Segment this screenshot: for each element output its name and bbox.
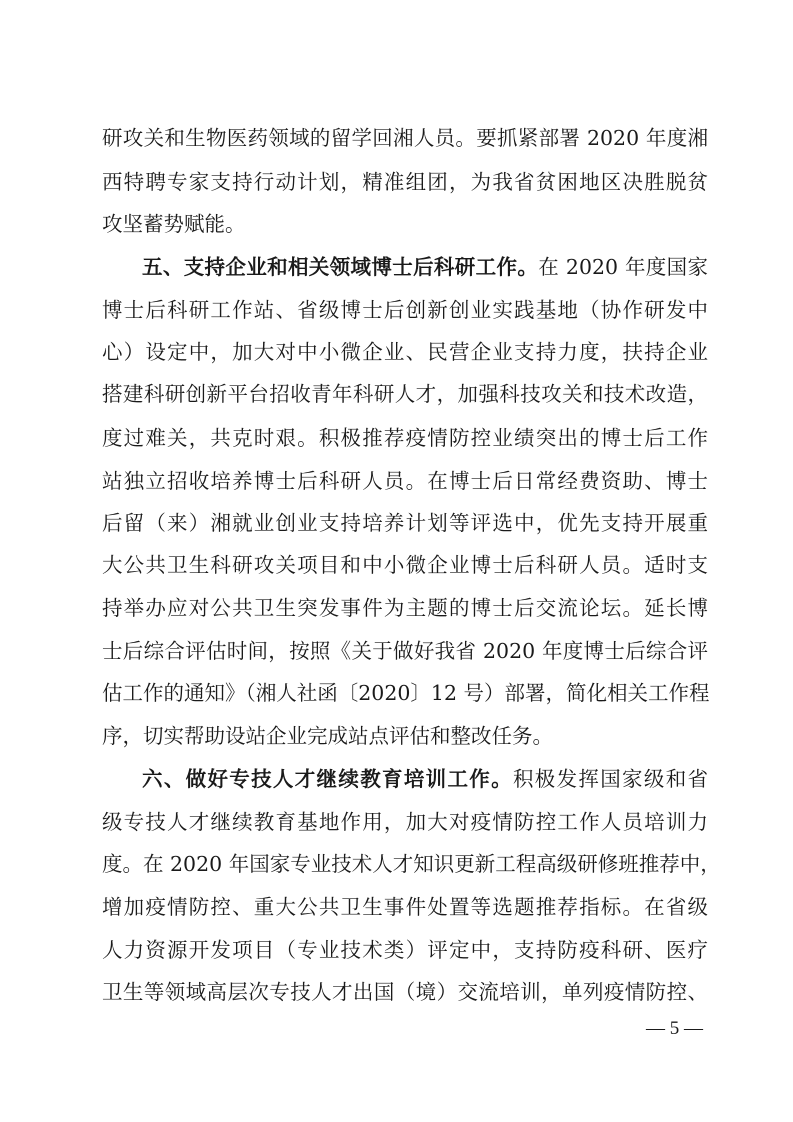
page-number: — 5 — (646, 1018, 703, 1039)
section6-heading: 六、做好专技人才继续教育培训工作。 (142, 767, 513, 791)
body-line: 级专技人才继续教育基地作用，加大对疫情防控工作人员培训力 (102, 810, 708, 834)
body-line: 西特聘专家支持行动计划，精准组团，为我省贫困地区决胜脱贫 (102, 170, 708, 194)
body-line: 估工作的通知》（湘人社函〔2020〕12 号）部署，简化相关工作程 (102, 681, 710, 705)
body-line: 搭建科研创新平台招收青年科研人才，加强科技攻关和技术改造， (102, 382, 708, 406)
body-line: 攻坚蓄势赋能。 (102, 212, 246, 236)
body-line: 序，切实帮助设站企业完成站点评估和整改任务。 (102, 724, 553, 748)
section6-first-line-text: 积极发挥国家级和省 (512, 767, 709, 791)
body-line: 后留（来）湘就业创业支持培养计划等评选中，优先支持开展重 (102, 511, 708, 535)
body-line: 持举办应对公共卫生突发事件为主题的博士后交流论坛。延长博 (102, 596, 708, 620)
section5-heading: 五、支持企业和相关领域博士后科研工作。 (142, 255, 539, 279)
body-line: 度过难关，共克时艰。积极推荐疫情防控业绩突出的博士后工作 (102, 426, 708, 450)
body-line: 增加疫情防控、重大公共卫生事件处置等选题推荐指标。在省级 (102, 895, 708, 919)
body-line: 士后综合评估时间，按照《关于做好我省 2020 年度博士后综合评 (102, 639, 708, 663)
section5-first-line-text: 在 2020 年度国家 (538, 255, 708, 279)
body-line: 度。在 2020 年国家专业技术人才知识更新工程高级研修班推荐中， (102, 852, 721, 876)
section5-first-line (142, 247, 708, 287)
body-line: 大公共卫生科研攻关项目和中小微企业博士后科研人员。适时支 (102, 553, 708, 577)
body-line: 站独立招收培养博士后科研人员。在博士后日常经费资助、博士 (102, 469, 708, 493)
body-line: 人力资源开发项目（专业技术类）评定中，支持防疫科研、医疗 (102, 938, 708, 962)
body-line: 卫生等领域高层次专技人才出国（境）交流培训，单列疫情防控、 (102, 980, 708, 1004)
body-line: 博士后科研工作站、省级博士后创新创业实践基地（协作研发中 (102, 298, 708, 322)
body-line: 心）设定中，加大对中小微企业、民营企业支持力度，扶持企业 (102, 340, 708, 364)
body-line: 研攻关和生物医药领域的留学回湘人员。要抓紧部署 2020 年度湘 (102, 126, 708, 150)
section6-first-line (142, 759, 708, 799)
